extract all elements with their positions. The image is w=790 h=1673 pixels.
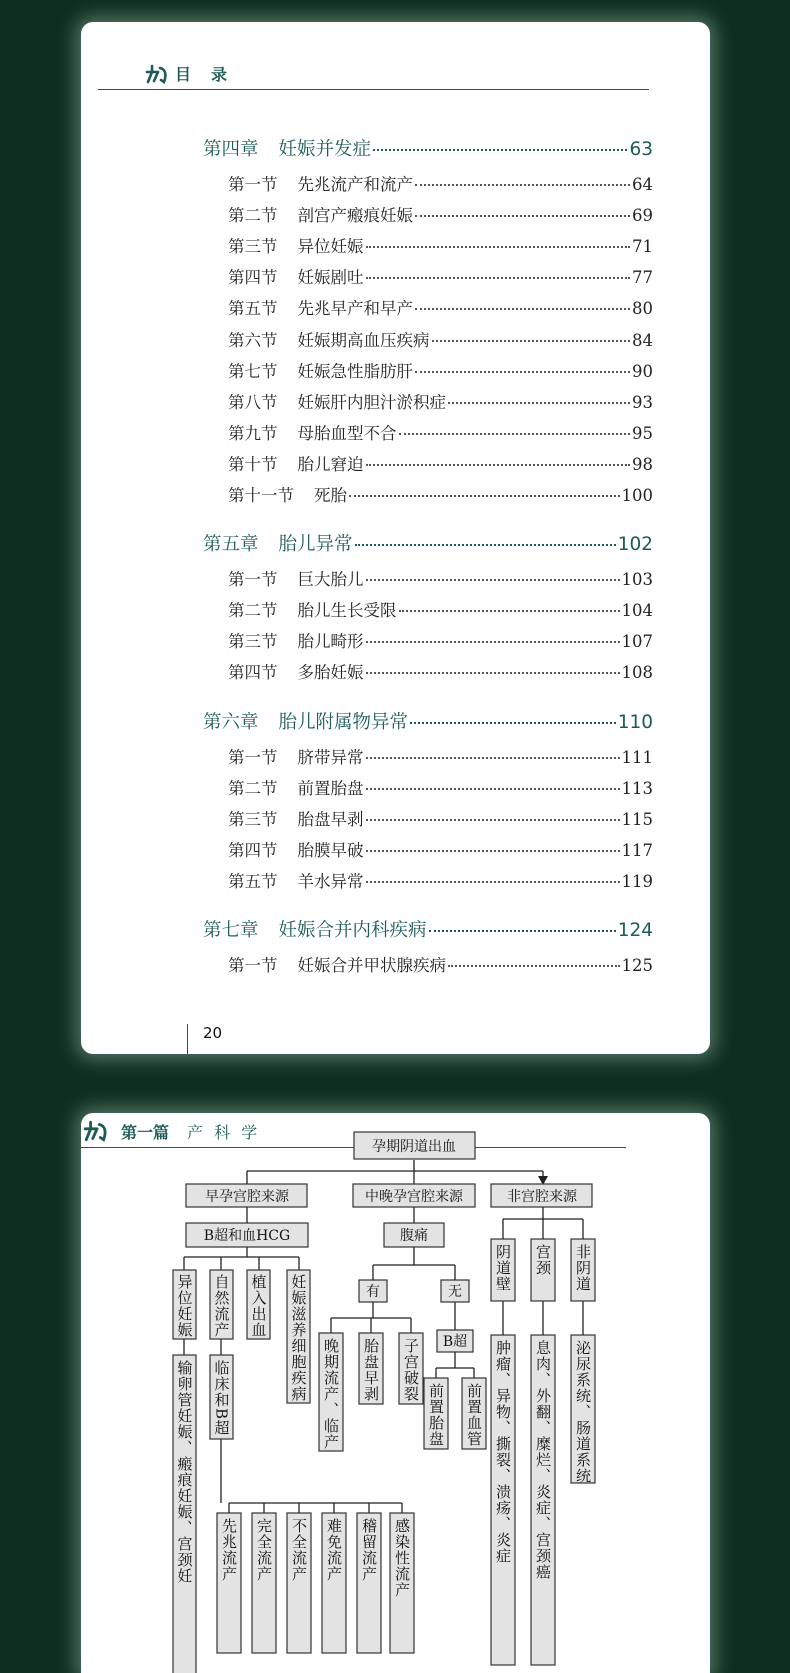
svg-text:肿瘤、异物、撕裂、溃疡、炎症: 肿瘤、异物、撕裂、溃疡、炎症 [494, 1340, 512, 1564]
svg-text:晚期流产、临产: 晚期流产、临产 [322, 1338, 340, 1450]
toc-section-row [228, 358, 653, 382]
rupture-node [399, 1333, 423, 1404]
svg-text:妊娠滋养细胞疾病: 妊娠滋养细胞疾病 [289, 1274, 308, 1402]
toc-leader-dots [366, 276, 631, 279]
toc-section-row [228, 482, 653, 506]
toc-entry-number: 第十节 [228, 454, 278, 474]
toc-page-number: 84 [632, 330, 653, 350]
toc-section-row [228, 264, 653, 288]
toc-entry-number: 第一节 [228, 570, 278, 590]
toc-chapter-row [203, 135, 653, 161]
toc-page-number: 64 [632, 175, 653, 194]
toc-leader-dots [399, 432, 631, 435]
implant-bleed-node [247, 1270, 270, 1339]
toc-page-number: 117 [621, 840, 653, 860]
toc-section-row [228, 628, 653, 652]
toc-header-title: 目 录 [175, 65, 230, 84]
svg-text:植入出血: 植入出血 [249, 1274, 268, 1338]
toc-entry-title: 脐带异常 [297, 747, 364, 767]
toc-section-row [228, 451, 653, 475]
toc-leader-dots [429, 929, 616, 932]
abortion-type-node [390, 1513, 414, 1653]
toc-leader-dots [448, 964, 620, 967]
toc-entry-title: 胎儿附属物异常 [278, 711, 409, 733]
toc-entry-title: 先兆流产和流产 [297, 175, 413, 194]
toc-page-number: 111 [621, 747, 653, 767]
toc-section-row [228, 566, 653, 590]
pain-node [384, 1223, 444, 1247]
svg-text:胎盘早剥: 胎盘早剥 [362, 1338, 380, 1402]
svg-text:子宫破裂: 子宫破裂 [402, 1338, 420, 1402]
svg-text:稽留流产: 稽留流产 [360, 1518, 378, 1582]
non-vaginal-node [571, 1239, 595, 1301]
root-label: 孕期阴道出血 [372, 1139, 456, 1155]
toc-entry-number: 第三节 [228, 809, 278, 829]
toc-page-number: 90 [632, 361, 653, 381]
toc-entry-number: 第一节 [228, 747, 278, 767]
toc-entry-title: 羊水异常 [297, 871, 364, 891]
svg-text:完全流产: 完全流产 [255, 1518, 273, 1582]
svg-text:自然流产: 自然流产 [212, 1274, 231, 1338]
abortion-type-node [357, 1513, 381, 1653]
early-source-node [186, 1184, 307, 1207]
toc-entry-title: 妊娠剧吐 [297, 268, 364, 288]
toc-leader-dots [415, 370, 630, 373]
toc-leader-dots [366, 671, 620, 674]
abortion-type-node [252, 1513, 276, 1653]
clinic-bscan-node [210, 1355, 233, 1439]
stylized-logo-icon [145, 63, 169, 85]
toc-leader-dots [415, 183, 630, 186]
toc-page-number: 63 [629, 139, 653, 160]
toc-entry-title: 妊娠肝内胆汁淤积症 [297, 392, 446, 412]
previa-node [424, 1378, 448, 1449]
toc-entry-number: 第十一节 [228, 486, 294, 505]
toc-entry-title: 胎儿畸形 [297, 632, 364, 652]
toc-page-number: 93 [632, 392, 653, 412]
toc-leader-dots [410, 721, 616, 724]
abortion-type-node [217, 1513, 241, 1653]
toc-entry-number: 第一节 [228, 956, 278, 975]
toc-page-number: 77 [632, 268, 653, 288]
toc-entry-title: 胎儿窘迫 [297, 454, 364, 474]
toc-entry-title: 胎儿生长受限 [297, 601, 397, 621]
toc-page-number: 80 [632, 299, 653, 319]
toc-entry-number: 第四章 [203, 139, 259, 160]
svg-text:不全流产: 不全流产 [290, 1518, 308, 1582]
yes-node [359, 1280, 387, 1302]
toc-page [81, 22, 710, 1054]
toc-entry-title: 妊娠合并甲状腺疾病 [297, 956, 446, 975]
toc-entry-title: 妊娠期高血压疾病 [297, 330, 430, 350]
toc-entry-number: 第三节 [228, 237, 278, 257]
svg-text:异位妊娠: 异位妊娠 [175, 1274, 194, 1338]
vaginal-detail-node [491, 1335, 515, 1665]
toc-page-number: 103 [621, 570, 653, 590]
toc-page-number: 108 [621, 663, 653, 683]
toc-entry-number: 第四节 [228, 663, 278, 683]
toc-page-number: 110 [617, 711, 653, 733]
toc-page-number: 71 [632, 237, 653, 257]
toc-page-number: 115 [621, 809, 653, 829]
toc-leader-dots [432, 339, 631, 342]
toc-leader-dots [399, 609, 620, 612]
svg-text:泌尿系统、肠道系统: 泌尿系统、肠道系统 [574, 1340, 592, 1484]
toc-entry-number: 第二节 [228, 601, 278, 621]
toc-section-row [228, 295, 653, 319]
cervix-detail-node [531, 1335, 555, 1665]
toc-section-row [228, 420, 653, 444]
non-uterine-node [491, 1184, 592, 1207]
toc-section-row [228, 744, 653, 768]
toc-entry-number: 第八节 [228, 392, 278, 412]
toc-entry-title: 异位妊娠 [297, 237, 364, 257]
non-label: 非宫腔来源 [507, 1189, 577, 1205]
toc-page-number: 119 [621, 871, 653, 891]
mid-source-node [353, 1184, 475, 1207]
toc-page-number: 69 [632, 206, 653, 226]
toc-entry-number: 第二节 [228, 778, 278, 798]
toc-leader-dots [366, 463, 631, 466]
non-vaginal-detail-node [571, 1335, 595, 1484]
toc-leader-dots [373, 148, 627, 151]
toc-page-number: 125 [621, 956, 653, 975]
pain-label: 腹痛 [400, 1228, 428, 1244]
toc-section-row [228, 775, 653, 799]
svg-text:阴道壁: 阴道壁 [494, 1244, 512, 1292]
toc-entry-number: 第一节 [228, 175, 278, 194]
toc-leader-dots [366, 880, 620, 883]
toc-section-row [228, 233, 653, 257]
toc-section-row [228, 171, 653, 195]
toc-leader-dots [448, 401, 630, 404]
vaginal-wall-node [491, 1239, 515, 1301]
toc-leader-dots [415, 214, 630, 217]
toc-entry-number: 第六节 [228, 330, 278, 350]
toc-section-row [228, 389, 653, 413]
mid-label: 中晚孕宫腔来源 [365, 1189, 463, 1205]
toc-section-row [228, 327, 653, 351]
toc-chapter-row [203, 916, 653, 942]
toc-page-number: 102 [617, 534, 653, 556]
toc-chapter-row [203, 530, 653, 556]
svg-text:息肉、外翻、糜烂、炎症、宫颈癌: 息肉、外翻、糜烂、炎症、宫颈癌 [534, 1340, 552, 1580]
svg-text:先兆流产: 先兆流产 [220, 1518, 238, 1582]
toc-page-number: 113 [621, 778, 653, 798]
svg-text:难免流产: 难免流产 [325, 1518, 343, 1582]
toc-leader-dots [366, 578, 620, 581]
toc-leader-dots [366, 245, 631, 248]
toc-entry-title: 胎儿异常 [278, 534, 353, 556]
toc-leader-dots [366, 640, 620, 643]
header-rule [98, 89, 649, 90]
toc-entry-title: 妊娠合并内科疾病 [278, 920, 427, 941]
abortion-type-node [287, 1513, 311, 1653]
early-label: 早孕宫腔来源 [205, 1189, 289, 1205]
toc-leader-dots [366, 818, 620, 821]
toc-entry-title: 母胎血型不合 [297, 423, 397, 443]
toc-entry-title: 妊娠急性脂肪肝 [297, 361, 413, 381]
toc-entry-number: 第二节 [228, 206, 278, 226]
toc-section-row [228, 837, 653, 861]
toc-entry-number: 第五节 [228, 299, 278, 319]
toc-leader-dots [415, 307, 630, 310]
toc-entry-title: 剖宫产瘢痕妊娠 [297, 206, 413, 226]
toc-leader-dots [366, 849, 620, 852]
page-number: 20 [203, 1024, 223, 1042]
toc-section-row [228, 659, 653, 683]
part-label: 第一篇 [121, 1122, 170, 1142]
toc-section-row [228, 952, 653, 976]
bscan-label: B超 [442, 1334, 468, 1350]
toc-entry-number: 第七节 [228, 361, 278, 381]
flowchart [81, 1113, 710, 1673]
late-abortion-node [319, 1333, 343, 1451]
toc-entry-title: 死胎 [314, 486, 347, 505]
ectopic-node [173, 1270, 196, 1339]
toc-section-row [228, 202, 653, 226]
svg-text:临床和B超: 临床和B超 [212, 1360, 231, 1437]
natural-abortion-node [210, 1270, 233, 1339]
bhcg-label: B超和血HCG [203, 1228, 291, 1244]
toc-entry-number: 第五章 [203, 534, 259, 556]
cervix-node [531, 1239, 555, 1301]
toc-entry-title: 胎膜早破 [297, 840, 364, 860]
toc-leader-dots [366, 787, 620, 790]
toc-entry-number: 第六章 [203, 711, 259, 733]
toc-entry-title: 妊娠并发症 [278, 139, 372, 160]
svg-text:非阴道: 非阴道 [574, 1244, 592, 1292]
vasa-node [462, 1378, 486, 1449]
toc-leader-dots [366, 756, 620, 759]
toc-page-number: 104 [621, 601, 653, 621]
toc-entry-title: 多胎妊娠 [297, 663, 364, 683]
no-label: 无 [448, 1284, 462, 1300]
no-node [441, 1280, 469, 1302]
toc-leader-dots [349, 494, 620, 497]
svg-text:宫颈: 宫颈 [534, 1244, 552, 1276]
page-header [145, 62, 229, 85]
toc-page-number: 124 [617, 920, 653, 941]
svg-text:前置胎盘: 前置胎盘 [427, 1383, 445, 1447]
yes-label: 有 [366, 1284, 380, 1300]
toc-entry-number: 第七章 [203, 920, 259, 941]
svg-text:输卵管妊娠、瘢痕妊娠、宫颈妊: 输卵管妊娠、瘢痕妊娠、宫颈妊 [175, 1360, 194, 1584]
svg-text:前置血管: 前置血管 [465, 1383, 483, 1447]
flowchart-page [81, 1113, 710, 1673]
toc-entry-title: 巨大胎儿 [297, 570, 364, 590]
bhcg-node [186, 1223, 308, 1247]
toc-entry-number: 第三节 [228, 632, 278, 652]
subject-label: 产 科 学 [187, 1122, 261, 1142]
toc-chapter-row [203, 708, 653, 734]
toc-entry-number: 第五节 [228, 871, 278, 891]
svg-text:感染性流产: 感染性流产 [393, 1518, 411, 1598]
footer-divider [187, 1024, 188, 1054]
toc-entry-title: 前置胎盘 [297, 778, 364, 798]
ectopic-detail-node [173, 1355, 196, 1673]
bscan-node [437, 1330, 473, 1352]
toc-page-number: 98 [632, 454, 653, 474]
toc-entry-title: 先兆早产和早产 [297, 299, 413, 319]
toc-section-row [228, 868, 653, 892]
toc-leader-dots [355, 543, 616, 546]
toc-entry-number: 第九节 [228, 423, 278, 443]
toc-entry-number: 第四节 [228, 268, 278, 288]
toc-section-row [228, 806, 653, 830]
toc-entry-number: 第四节 [228, 840, 278, 860]
toc-section-row [228, 597, 653, 621]
gtd-node [287, 1270, 310, 1403]
toc-entry-title: 胎盘早剥 [297, 809, 364, 829]
root-node [354, 1132, 475, 1159]
abortion-type-node [322, 1513, 346, 1653]
toc-page-number: 95 [632, 423, 653, 443]
toc-page-number: 107 [621, 632, 653, 652]
abruption-node [359, 1333, 383, 1404]
toc-page-number: 100 [621, 486, 653, 505]
